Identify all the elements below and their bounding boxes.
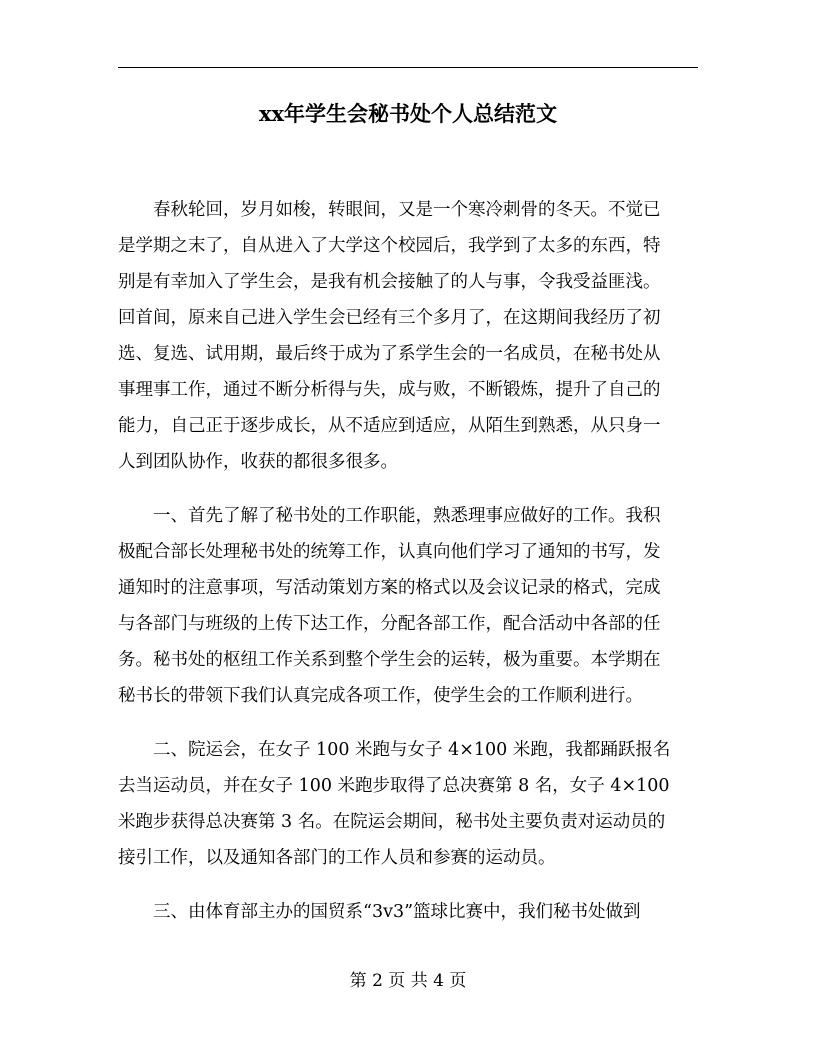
- body-line: 二、院运会，在女子 100 米跑与女子 4×100 米跑，我都踊跃报名: [118, 740, 671, 760]
- body-line: 秘书长的带领下我们认真完成各项工作，使学生会的工作顺利进行。: [118, 686, 643, 706]
- body-line: 春秋轮回，岁月如梭，转眼间，又是一个寒冷刺骨的冬天。不觉已: [118, 200, 661, 220]
- body-line: 与各部门与班级的上传下达工作，分配各部工作，配合活动中各部的任: [118, 614, 661, 634]
- document-title: xx年学生会秘书处个人总结范文: [258, 101, 558, 126]
- body-line: 务。秘书处的枢纽工作关系到整个学生会的运转，极为重要。本学期在: [118, 650, 661, 670]
- body-line: 人到团队协作，收获的都很多很多。: [118, 452, 398, 472]
- body-line: 别是有幸加入了学生会，是我有机会接触了的人与事，令我受益匪浅。: [118, 272, 661, 292]
- body-line: 回首间，原来自己进入学生会已经有三个多月了，在这期间我经历了初: [118, 308, 661, 328]
- body-line: 是学期之末了，自从进入了大学这个校园后，我学到了太多的东西，特: [118, 236, 661, 256]
- body-line: 米跑步获得总决赛第 3 名。在院运会期间，秘书处主要负责对运动员的: [118, 812, 666, 832]
- body-line: 去当运动员，并在女子 100 米跑步取得了总决赛第 8 名，女子 4×100: [118, 776, 670, 796]
- page-footer: 第 2 页 共 4 页: [349, 971, 467, 991]
- body-line: 接引工作，以及通知各部门的工作人员和参赛的运动员。: [118, 848, 556, 868]
- body-line: 能力，自己正于逐步成长，从不适应到适应，从陌生到熟悉，从只身一: [118, 416, 661, 436]
- body-line: 选、复选、试用期，最后终于成为了系学生会的一名成员，在秘书处从: [118, 344, 661, 364]
- header-rule: [118, 67, 698, 68]
- body-line: 一、首先了解了秘书处的工作职能，熟悉理事应做好的工作。我积: [118, 506, 661, 526]
- body-line: 通知时的注意事项，写活动策划方案的格式以及会议记录的格式，完成: [118, 578, 661, 598]
- body-line: 事理事工作，通过不断分析得与失，成与败，不断锻炼，提升了自己的: [118, 380, 661, 400]
- body-line: 三、由体育部主办的国贸系“3v3”篮球比赛中，我们秘书处做到: [118, 902, 641, 922]
- body-line: 极配合部长处理秘书处的统筹工作，认真向他们学习了通知的书写，发: [118, 542, 661, 562]
